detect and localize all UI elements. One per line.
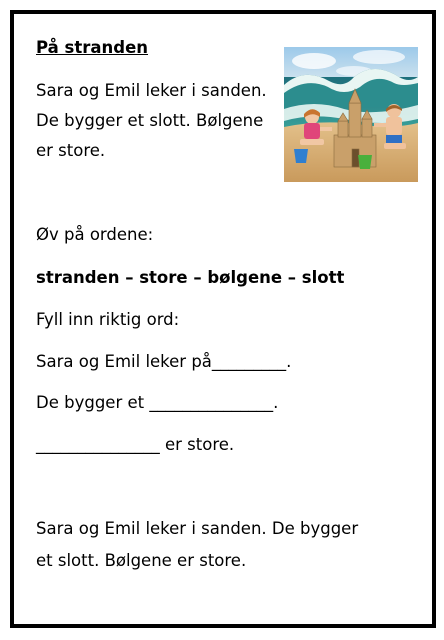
word-list: stranden – store – bølgene – slott: [36, 268, 345, 287]
fill-in-heading: Fyll inn riktig ord:: [36, 310, 180, 329]
beach-image-icon: [284, 47, 418, 182]
beach-sandcastle-illustration: [284, 47, 418, 182]
practice-heading: Øv på ordene:: [36, 225, 154, 244]
worksheet-title: På stranden: [36, 38, 149, 57]
story-line: er store.: [36, 141, 106, 160]
summary-line: et slott. Bølgene er store.: [36, 551, 247, 570]
story-line: De bygger et slott. Bølgene: [36, 111, 264, 130]
story-line: Sara og Emil leker i sanden.: [36, 81, 267, 100]
summary-line: Sara og Emil leker i sanden. De bygger: [36, 519, 359, 538]
fill-in-sentence: Sara og Emil leker på_________.: [36, 352, 292, 371]
fill-in-sentence: _______________ er store.: [36, 435, 235, 454]
fill-in-sentence: De bygger et _______________.: [36, 393, 279, 412]
